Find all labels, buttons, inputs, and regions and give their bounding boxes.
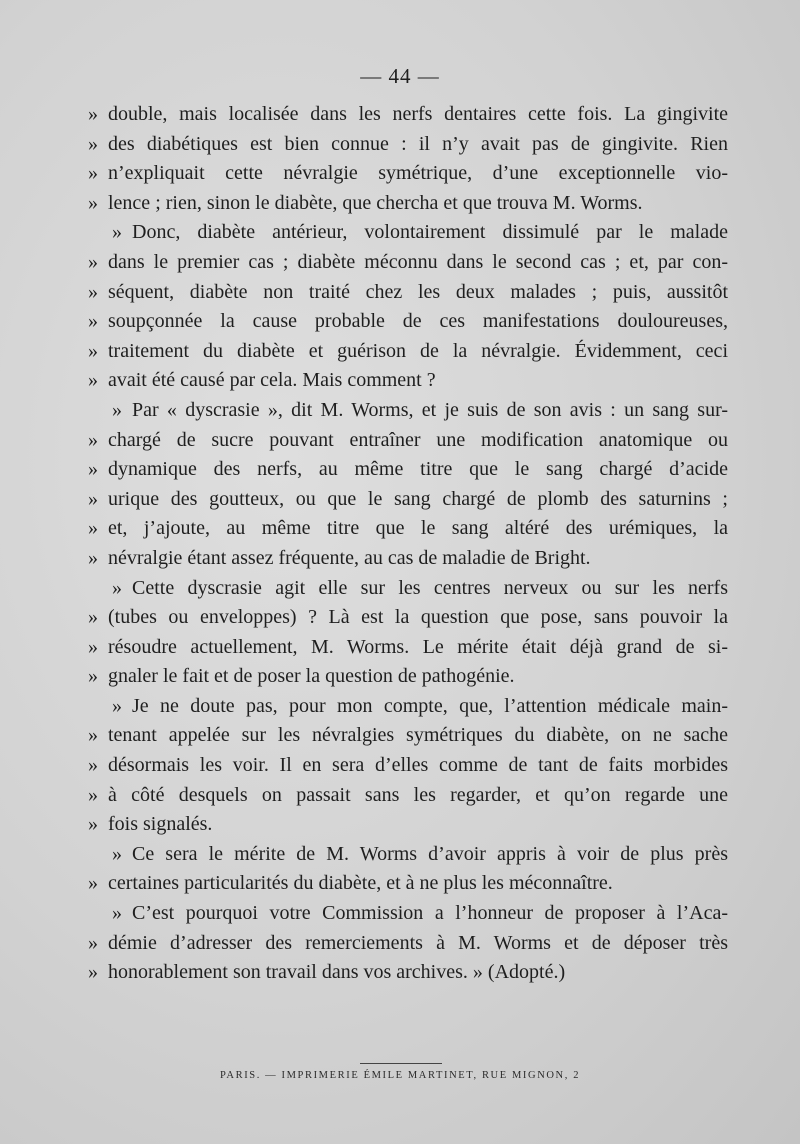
text-line (88, 721, 728, 751)
text-line (88, 396, 728, 426)
quote-mark: » (112, 842, 122, 865)
text-line (88, 130, 728, 160)
line-text: C’est pourquoi votre Commission a l’honneur de proposer à l’Aca- (132, 902, 728, 925)
quote-mark: » (88, 606, 98, 629)
quote-mark: » (88, 103, 98, 125)
text-line (88, 278, 728, 308)
quote-mark: » (88, 191, 98, 214)
text-line (88, 810, 728, 840)
line-text: désormais les voir. Il en sera d’elles comme de tant de faits morbides (108, 754, 728, 777)
line-text: Donc, diabète antérieur, volontairement dissimulé par le malade (132, 221, 728, 244)
quote-mark: » (88, 665, 98, 688)
quote-mark: » (88, 428, 98, 451)
quote-mark: » (112, 221, 122, 244)
text-line (88, 603, 728, 633)
quote-mark: » (88, 546, 98, 569)
line-text: Ce sera le mérite de M. Worms d’avoir appris à voir de plus près (132, 842, 728, 865)
text-line (88, 100, 728, 130)
page-number: — 44 — (360, 64, 440, 88)
text-line (88, 189, 728, 219)
quote-mark: » (88, 813, 98, 836)
quote-mark: » (88, 635, 98, 658)
quote-mark: » (88, 162, 98, 185)
quote-mark: » (112, 576, 122, 599)
text-line (88, 337, 728, 367)
line-text: urique des goutteux, ou que le sang chargé de plomb des saturnins ; (108, 487, 728, 510)
text-line (88, 218, 728, 248)
quote-mark: » (88, 369, 98, 392)
line-text: certaines particularités du diabète, et à ne plus les méconnaître. (108, 872, 613, 895)
line-text: chargé de sucre pouvant entraîner une modification anatomique ou (108, 428, 728, 451)
text-line (88, 514, 728, 544)
quote-mark: » (88, 783, 98, 806)
quote-mark: » (88, 250, 98, 273)
text-line (88, 929, 728, 959)
line-text: dans le premier cas ; diabète méconnu dans le second cas ; et, par con- (108, 250, 728, 273)
quote-mark: » (88, 961, 98, 984)
quote-mark: » (88, 931, 98, 954)
line-text: traitement du diabète et guérison de la névralgie. Évidemment, ceci (108, 339, 728, 362)
line-text: tenant appelée sur les névralgies symétriques du diabète, on ne sache (108, 724, 728, 747)
text-line (88, 781, 728, 811)
text-line (88, 692, 728, 722)
quote-mark: » (88, 754, 98, 777)
line-text: démie d’adresser des remerciements à M. Worms et de déposer très (108, 931, 728, 954)
printer-imprint: PARIS. — IMPRIMERIE ÉMILE MARTINET, RUE MIGNON, 2 (219, 1070, 581, 1081)
quote-mark: » (112, 398, 122, 421)
quote-mark: » (112, 694, 122, 717)
text-line (88, 159, 728, 189)
line-text: Cette dyscrasie agit elle sur les centres nerveux ou sur les nerfs (132, 576, 728, 599)
quote-mark: » (88, 280, 98, 303)
line-text: Par « dyscrasie », dit M. Worms, et je suis de son avis : un sang sur- (132, 398, 728, 421)
line-text: soupçonnée la cause probable de ces manifestations douloureuses, (108, 310, 728, 333)
text-line (88, 899, 728, 929)
text-line (88, 574, 728, 604)
line-text: des diabétiques est bien connue : il n’y avait pas de gingivite. Rien (108, 132, 728, 155)
line-text: (tubes ou enveloppes) ? Là est la question que pose, sans pouvoir la (108, 606, 728, 629)
line-text: névralgie étant assez fréquente, au cas de maladie de Bright. (108, 546, 591, 569)
line-text: et, j’ajoute, au même titre que le sang altéré des urémiques, la (108, 517, 728, 540)
line-text: à côté desquels on passait sans les regarder, et qu’on regarde une (108, 783, 728, 806)
line-text: séquent, diabète non traité chez les deux malades ; puis, aussitôt (108, 280, 728, 303)
line-text: double, mais localisée dans les nerfs dentaires cette fois. La gingivite (108, 103, 728, 125)
quote-mark: » (88, 132, 98, 155)
line-text: avait été causé par cela. Mais comment ? (108, 369, 436, 392)
body-text (88, 100, 728, 988)
text-line (88, 662, 728, 692)
quote-mark: » (88, 724, 98, 747)
text-line (88, 840, 728, 870)
quote-mark: » (88, 310, 98, 333)
line-text: résoudre actuellement, M. Worms. Le mérite était déjà grand de si- (108, 635, 728, 658)
line-text: fois signalés. (108, 813, 213, 836)
text-line (88, 485, 728, 515)
quote-mark: » (88, 458, 98, 481)
line-text: lence ; rien, sinon le diabète, que chercha et que trouva M. Worms. (108, 191, 643, 214)
quote-mark: » (88, 872, 98, 895)
quote-mark: » (88, 487, 98, 510)
text-line (88, 366, 728, 396)
line-text: gnaler le fait et de poser la question de pathogénie. (108, 665, 515, 688)
line-text: honorablement son travail dans vos archives. » (Adopté.) (108, 961, 566, 984)
text-line (88, 426, 728, 456)
text-line (88, 455, 728, 485)
quote-mark: » (112, 902, 122, 925)
line-text: n’expliquait cette névralgie symétrique, d’une exceptionnelle vio- (108, 162, 728, 185)
text-line (88, 307, 728, 337)
text-line (88, 869, 728, 899)
text-line (88, 248, 728, 278)
line-text: dynamique des nerfs, au même titre que le sang chargé d’acide (108, 458, 728, 481)
text-line (88, 544, 728, 574)
text-line (88, 633, 728, 663)
line-text: Je ne doute pas, pour mon compte, que, l’attention médicale main- (132, 694, 728, 717)
quote-mark: » (88, 339, 98, 362)
footer-rule (360, 1063, 442, 1064)
quote-mark: » (88, 517, 98, 540)
text-line (88, 751, 728, 781)
text-line (88, 958, 728, 988)
